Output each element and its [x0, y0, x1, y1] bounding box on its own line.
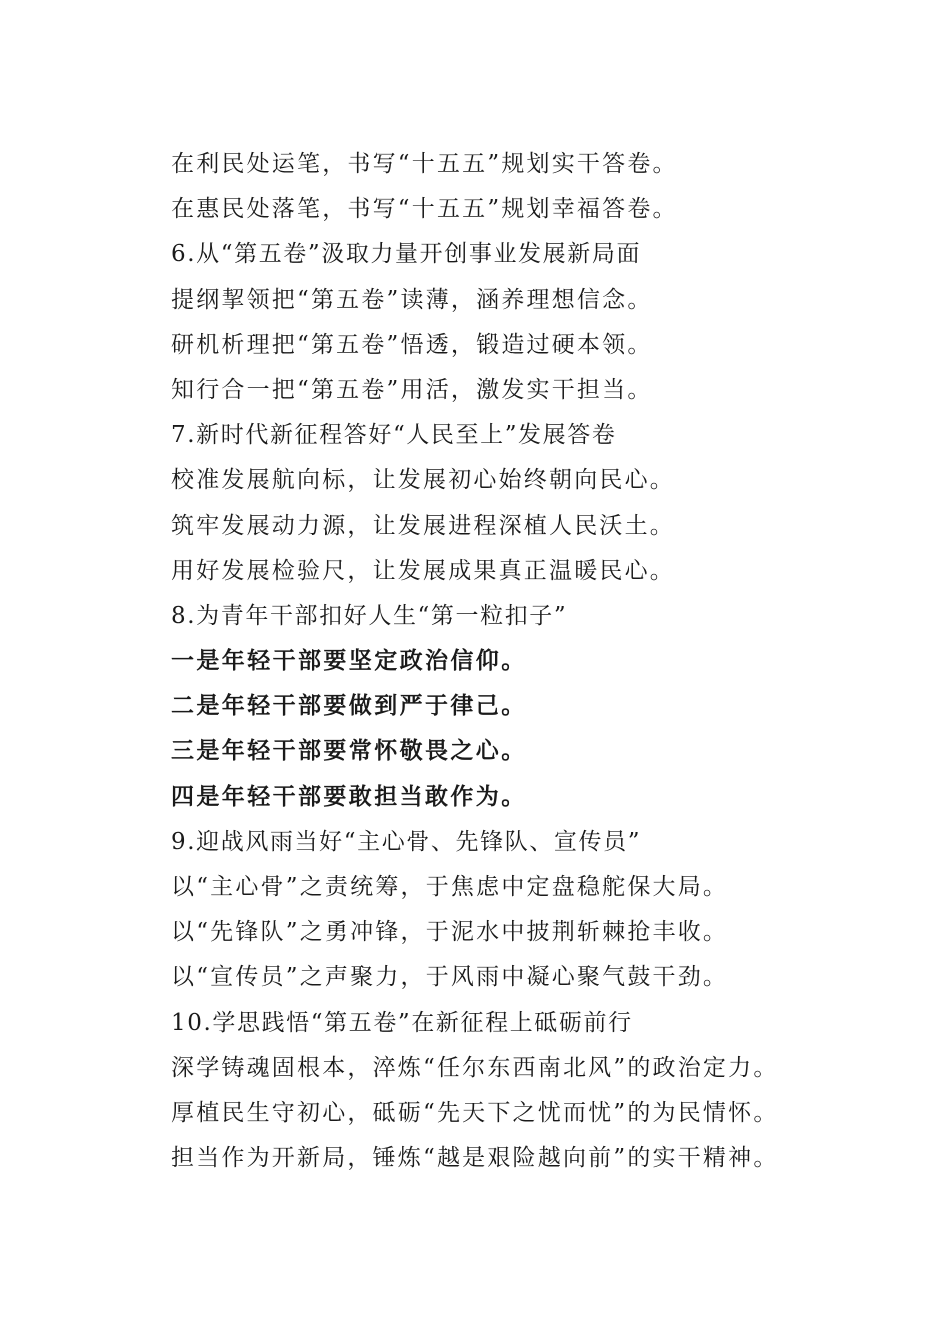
bold-point: 二是年轻干部要做到严于律己。 [171, 693, 527, 720]
section-heading: 10.学思践悟“第五卷”在新征程上砥砺前行 [171, 1009, 633, 1036]
body-line: 校准发展航向标，让发展初心始终朝向民心。 [171, 467, 675, 494]
bold-point: 四是年轻干部要敢担当敢作为。 [171, 783, 527, 810]
section-heading: 8.为青年干部扣好人生“第一粒扣子” [171, 602, 568, 629]
body-line: 以“先锋队”之勇冲锋，于泥水中披荆斩棘抢丰收。 [171, 919, 729, 946]
body-line: 以“主心骨”之责统筹，于焦虑中定盘稳舵保大局。 [171, 874, 729, 900]
body-line: 在利民处运笔，书写“十五五”规划实干答卷。 [171, 151, 678, 177]
bold-point: 三是年轻干部要常怀敬畏之心。 [171, 738, 527, 765]
bold-point: 一是年轻干部要坚定政治信仰。 [171, 648, 527, 675]
body-line: 在惠民处落笔，书写“十五五”规划幸福答卷。 [171, 196, 678, 223]
body-line: 厚植民生守初心，砥砺“先天下之忧而忧”的为民情怀。 [171, 1099, 779, 1126]
document-body [171, 142, 831, 1181]
body-line: 用好发展检验尺，让发展成果真正温暖民心。 [171, 557, 675, 584]
section-heading: 9.迎战风雨当好“主心骨、先锋队、宣传员” [171, 828, 642, 855]
body-line: 以“宣传员”之声聚力，于风雨中凝心聚气鼓干劲。 [171, 964, 729, 991]
section-heading: 6.从“第五卷”汲取力量开创事业发展新局面 [171, 241, 642, 268]
body-line: 深学铸魂固根本，淬炼“任尔东西南北风”的政治定力。 [171, 1054, 779, 1081]
body-line: 知行合一把“第五卷”用活，激发实干担当。 [171, 376, 653, 403]
section-heading: 7.新时代新征程答好“人民至上”发展答卷 [171, 422, 617, 449]
body-line: 研机析理把“第五卷”悟透，锻造过硬本领。 [171, 331, 653, 358]
body-line: 筑牢发展动力源，让发展进程深植人民沃土。 [171, 512, 675, 539]
body-line: 提纲挈领把“第五卷”读薄，涵养理想信念。 [171, 286, 653, 313]
body-line: 担当作为开新局，锤炼“越是艰险越向前”的实干精神。 [171, 1145, 779, 1172]
